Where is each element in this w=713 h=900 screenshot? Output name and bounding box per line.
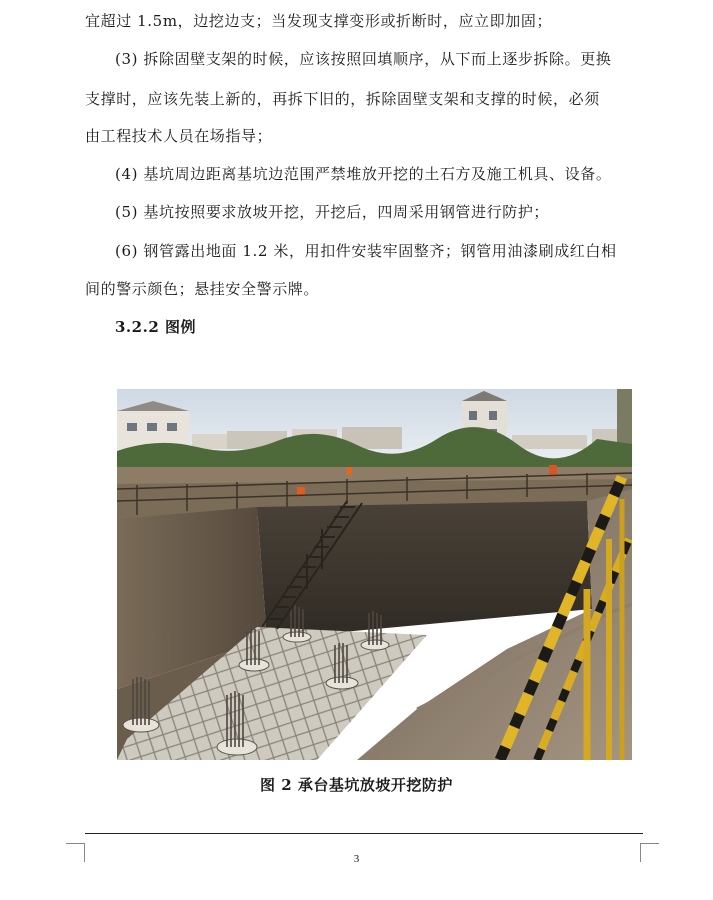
body-text-line: 间的警示颜色；悬挂安全警示牌。 <box>85 280 320 298</box>
body-text-line: (4) 基坑周边距离基坑边范围严禁堆放开挖的土石方及施工机具、设备。 <box>115 165 612 183</box>
figure-caption: 图 2 承台基坑放坡开挖防护 <box>260 776 453 794</box>
body-text-line: 宜超过 1.5m，边挖边支；当发现支撑变形或折断时，应立即加固； <box>85 12 553 30</box>
page-number: 3 <box>353 853 360 865</box>
body-text-line: (5) 基坑按照要求放坡开挖，开挖后，四周采用钢管进行防护； <box>115 203 550 221</box>
footer-divider <box>85 833 643 834</box>
body-text-line: (3) 拆除固壁支架的时候，应该按照回填顺序，从下而上逐步拆除。更换 <box>115 50 612 68</box>
body-text-line: 由工程技术人员在场指导； <box>85 127 273 145</box>
body-text-line: 支撑时，应该先装上新的，再拆下旧的，拆除固壁支架和支撑的时候，必须 <box>85 90 600 108</box>
excavation-photo <box>117 389 632 760</box>
section-heading: 3.2.2 图例 <box>115 318 196 336</box>
body-text-line: (6) 钢管露出地面 1.2 米，用扣件安装牢固整齐；钢管用油漆刷成红白相 <box>115 242 617 260</box>
